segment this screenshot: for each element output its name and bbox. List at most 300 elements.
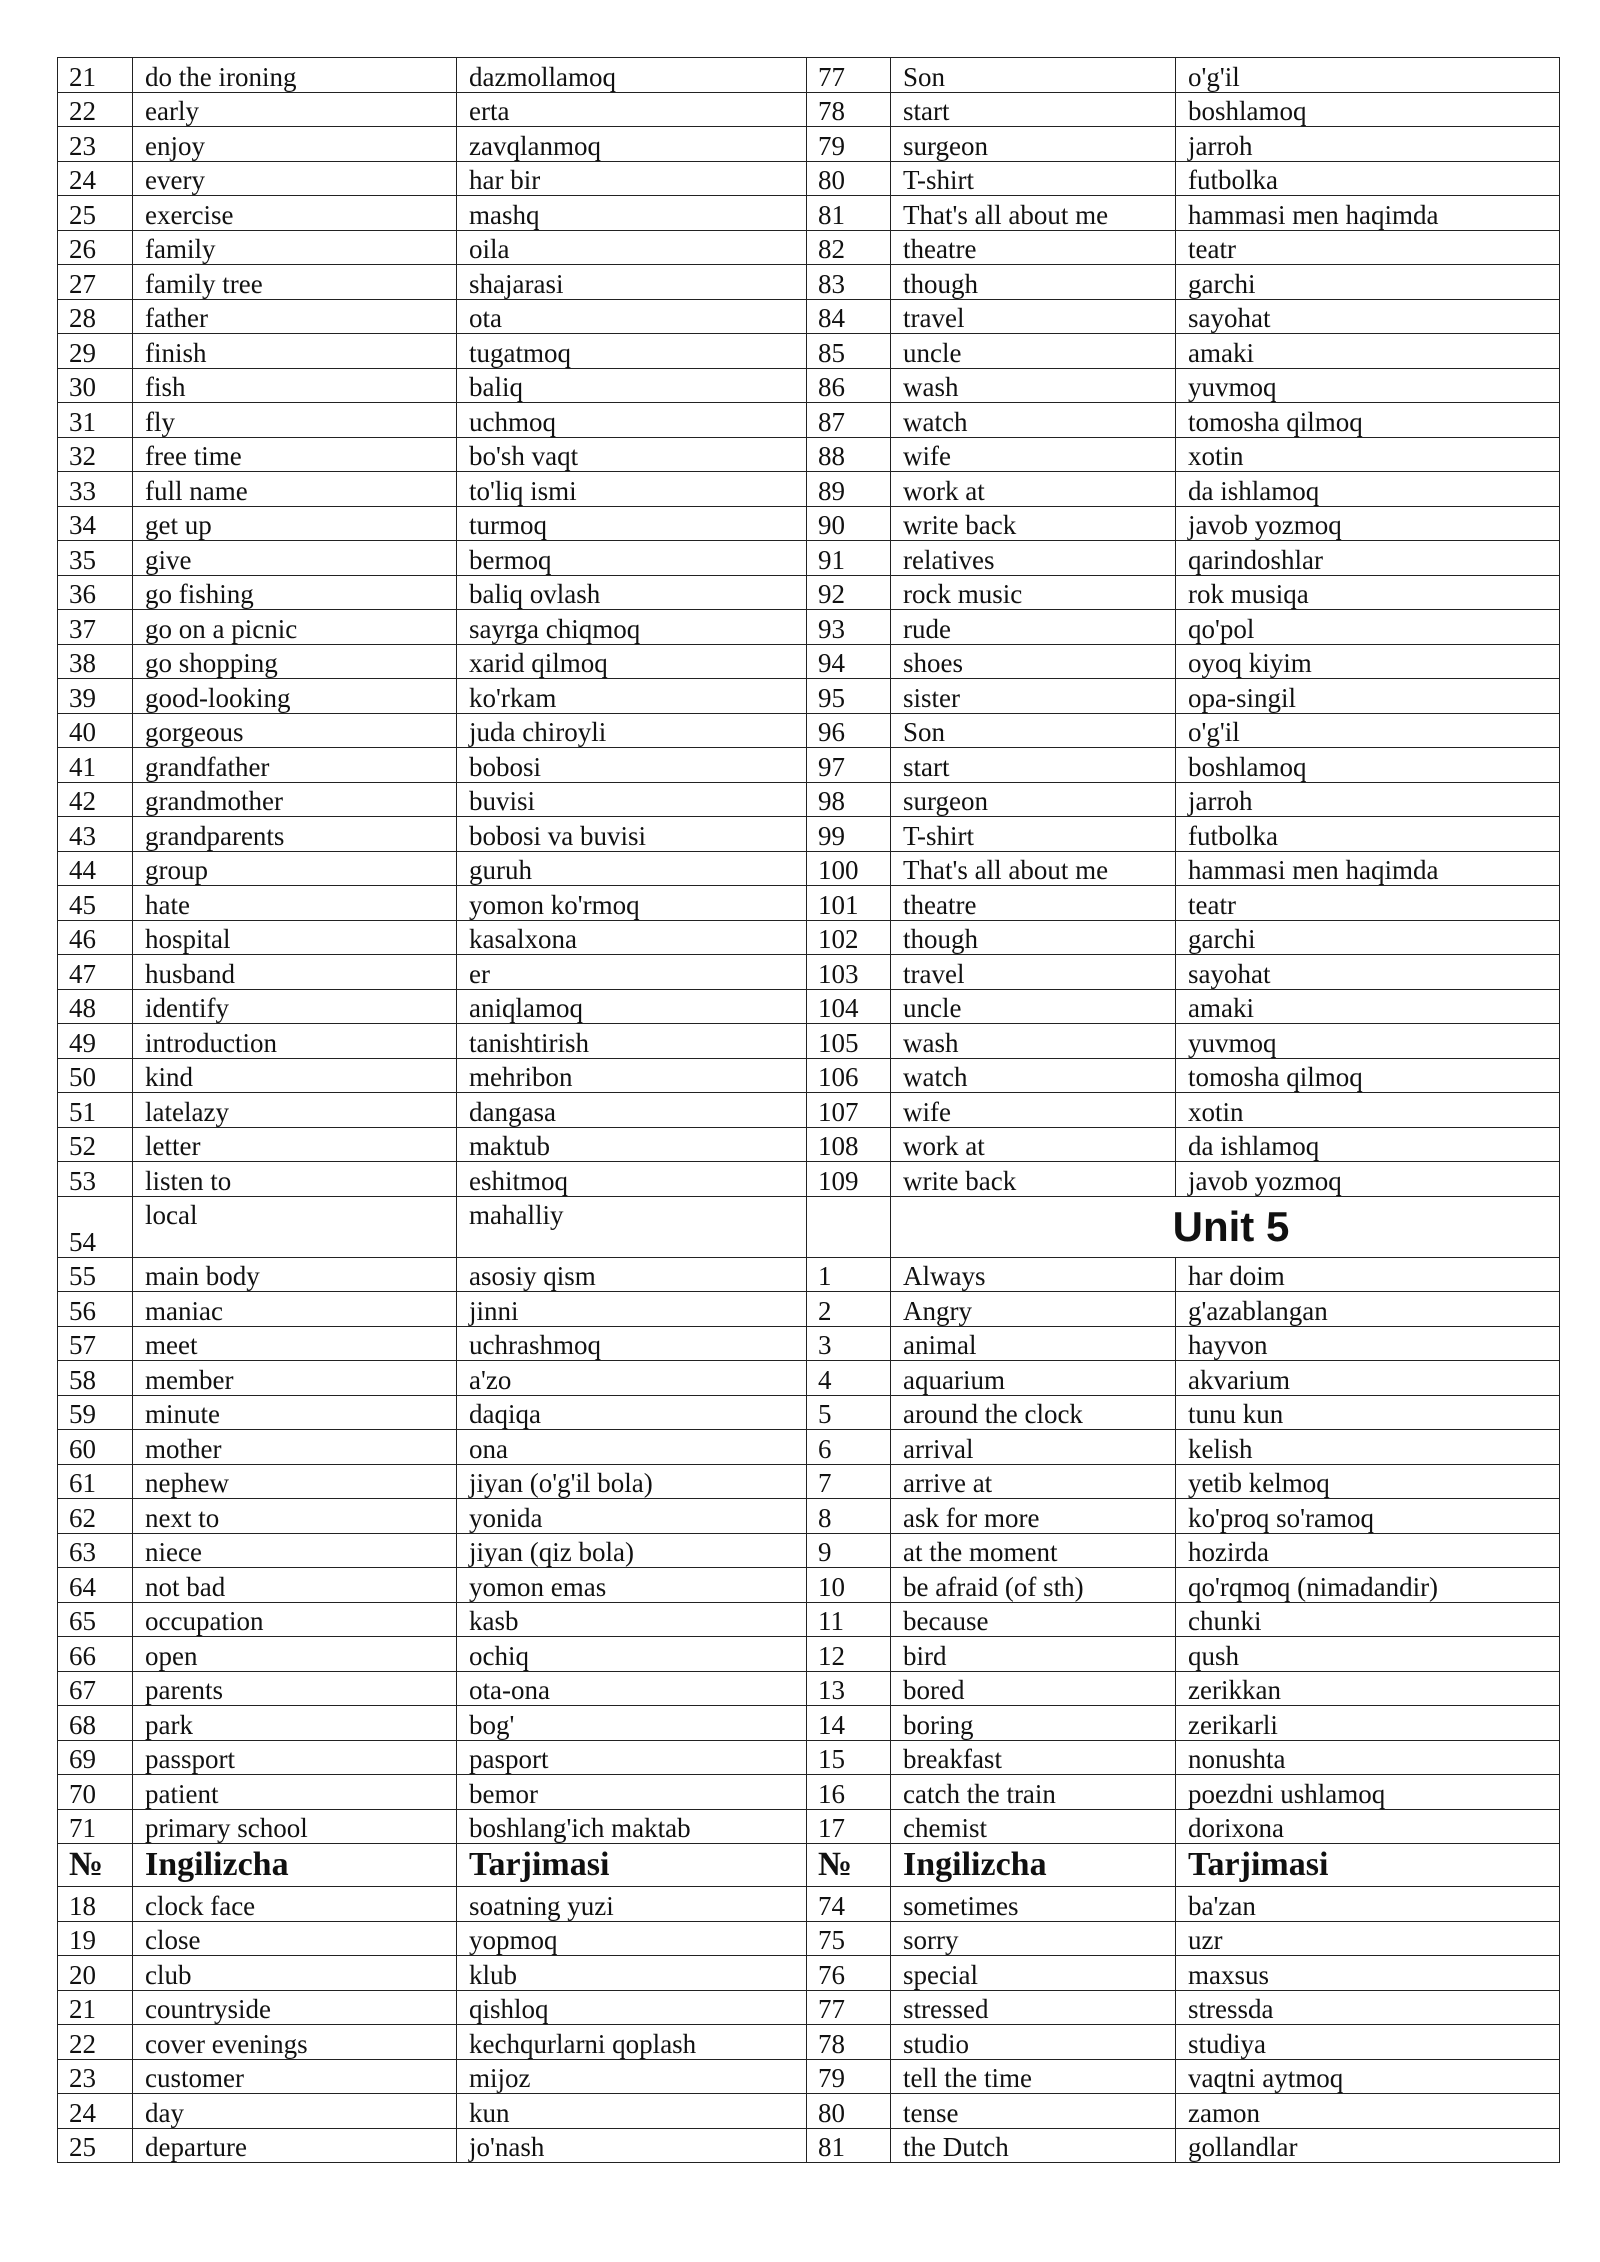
left-number-cell: 32 [58,437,133,472]
right-number-cell: 77 [807,1990,891,2025]
left-english-cell: hate [133,886,457,921]
table-row [58,1740,1560,1775]
right-translation-cell: garchi [1176,265,1560,300]
unit-heading-row [58,1196,1560,1257]
right-number-cell: 10 [807,1568,891,1603]
left-english-cell: fish [133,368,457,403]
left-english-cell: countryside [133,1990,457,2025]
right-english-cell: T-shirt [891,817,1176,852]
table-row [58,1464,1560,1499]
left-number-cell: 70 [58,1775,133,1810]
vocabulary-table-body [58,58,1560,2163]
right-number-cell: 106 [807,1058,891,1093]
left-english-cell: go on a picnic [133,610,457,645]
left-english-cell: grandmother [133,782,457,817]
table-row [58,955,1560,990]
left-number-cell: 19 [58,1921,133,1956]
left-number-cell: 23 [58,2059,133,2094]
right-english-cell: catch the train [891,1775,1176,1810]
right-english-cell: wife [891,437,1176,472]
right-translation-cell: stressda [1176,1990,1560,2025]
right-english-cell: the Dutch [891,2128,1176,2163]
right-number-cell: 102 [807,920,891,955]
right-english-cell: arrive at [891,1464,1176,1499]
left-number-cell: 33 [58,472,133,507]
left-translation-cell: bo'sh vaqt [457,437,807,472]
right-number-cell: 88 [807,437,891,472]
left-translation-cell: yomon ko'rmoq [457,886,807,921]
right-english-cell: though [891,920,1176,955]
left-english-cell: hospital [133,920,457,955]
left-number-cell: 43 [58,817,133,852]
right-translation-cell: kelish [1176,1430,1560,1465]
left-english-cell: main body [133,1257,457,1292]
right-translation-cell: yetib kelmoq [1176,1464,1560,1499]
table-row [58,541,1560,576]
right-number-cell: 11 [807,1602,891,1637]
left-english-cell: husband [133,955,457,990]
right-number-cell: 100 [807,851,891,886]
left-english-cell: open [133,1637,457,1672]
right-translation-cell: o'g'il [1176,58,1560,93]
right-translation-cell: poezdni ushlamoq [1176,1775,1560,1810]
left-translation-cell: guruh [457,851,807,886]
left-translation-cell: to'liq ismi [457,472,807,507]
left-number-cell: 71 [58,1809,133,1844]
right-translation-cell: o'g'il [1176,713,1560,748]
right-translation-cell: yuvmoq [1176,368,1560,403]
table-row [58,127,1560,162]
table-row [58,1775,1560,1810]
right-english-cell: theatre [891,230,1176,265]
left-translation-cell: xarid qilmoq [457,644,807,679]
right-translation-cell: jarroh [1176,127,1560,162]
table-row [58,782,1560,817]
right-translation-cell: ko'proq so'ramoq [1176,1499,1560,1534]
right-translation-cell: oyoq kiyim [1176,644,1560,679]
right-translation-cell: g'azablangan [1176,1292,1560,1327]
right-translation-cell: zerikarli [1176,1706,1560,1741]
left-number-cell: 35 [58,541,133,576]
left-number-cell: 44 [58,851,133,886]
right-number-cell: 94 [807,644,891,679]
table-row [58,161,1560,196]
left-number-cell: 39 [58,679,133,714]
left-number-cell: 25 [58,196,133,231]
right-translation-cell: javob yozmoq [1176,506,1560,541]
right-number-cell: 82 [807,230,891,265]
right-translation-cell: uzr [1176,1921,1560,1956]
right-english-cell: rock music [891,575,1176,610]
table-row [58,1292,1560,1327]
right-number-cell: 92 [807,575,891,610]
right-number-cell: 80 [807,2094,891,2129]
right-english-cell: Angry [891,1292,1176,1327]
right-number-cell: 97 [807,748,891,783]
left-number-cell: 61 [58,1464,133,1499]
left-number-cell: 45 [58,886,133,921]
table-row [58,1706,1560,1741]
left-english-cell: grandfather [133,748,457,783]
right-english-cell: bird [891,1637,1176,1672]
left-translation-cell: bobosi va buvisi [457,817,807,852]
right-number-cell: 13 [807,1671,891,1706]
left-english-cell: day [133,2094,457,2129]
left-number-cell: 62 [58,1499,133,1534]
table-row [58,886,1560,921]
left-number-cell: 60 [58,1430,133,1465]
right-english-cell: because [891,1602,1176,1637]
left-english-cell: go shopping [133,644,457,679]
right-number-cell: 2 [807,1292,891,1327]
left-english-cell: niece [133,1533,457,1568]
right-english-cell: start [891,748,1176,783]
right-translation-cell: rok musiqa [1176,575,1560,610]
left-english-cell: family tree [133,265,457,300]
left-number-cell: 37 [58,610,133,645]
left-english-cell: clock face [133,1887,457,1922]
right-number-cell: 79 [807,2059,891,2094]
table-row [58,1568,1560,1603]
right-translation-cell: teatr [1176,230,1560,265]
left-translation-cell: dazmollamoq [457,58,807,93]
left-translation-cell: mehribon [457,1058,807,1093]
right-english-cell: tense [891,2094,1176,2129]
right-english-cell: watch [891,1058,1176,1093]
left-english-cell: member [133,1361,457,1396]
table-row [58,644,1560,679]
right-translation-cell: boshlamoq [1176,92,1560,127]
right-english-cell: ask for more [891,1499,1176,1534]
table-row [58,334,1560,369]
left-number-cell: 50 [58,1058,133,1093]
right-english-cell: write back [891,1162,1176,1197]
left-number-cell: 40 [58,713,133,748]
table-row [58,1887,1560,1922]
left-number-cell: 51 [58,1093,133,1128]
right-translation-cell: nonushta [1176,1740,1560,1775]
right-english-cell: travel [891,299,1176,334]
right-translation-cell: xotin [1176,1093,1560,1128]
right-english-cell: sister [891,679,1176,714]
right-number-cell: 80 [807,161,891,196]
right-translation-cell: har doim [1176,1257,1560,1292]
left-number-cell: 54 [58,1196,133,1257]
left-english-cell: departure [133,2128,457,2163]
right-translation-cell: qo'rqmoq (nimadandir) [1176,1568,1560,1603]
right-number-cell: 4 [807,1361,891,1396]
right-translation-cell: akvarium [1176,1361,1560,1396]
right-number-cell: 98 [807,782,891,817]
left-english-cell: family [133,230,457,265]
left-translation-cell: har bir [457,161,807,196]
right-number-cell: 87 [807,403,891,438]
right-english-cell: work at [891,472,1176,507]
left-translation-cell: kechqurlarni qoplash [457,2025,807,2060]
left-translation-cell: shajarasi [457,265,807,300]
right-number-cell: 78 [807,2025,891,2060]
right-translation-cell: xotin [1176,437,1560,472]
left-english-cell: finish [133,334,457,369]
right-english-cell: wash [891,368,1176,403]
table-row [58,1257,1560,1292]
table-row [58,403,1560,438]
left-translation-cell: mijoz [457,2059,807,2094]
right-english-cell: uncle [891,334,1176,369]
right-translation-cell: sayohat [1176,299,1560,334]
left-translation-cell: pasport [457,1740,807,1775]
left-number-cell: 47 [58,955,133,990]
left-translation-cell: yopmoq [457,1921,807,1956]
left-translation-cell: soatning yuzi [457,1887,807,1922]
right-number-cell: 91 [807,541,891,576]
right-number-cell: 79 [807,127,891,162]
right-english-cell: travel [891,955,1176,990]
table-row [58,713,1560,748]
right-number-cell: 76 [807,1956,891,1991]
left-english-cell: grandparents [133,817,457,852]
right-translation-cell: hayvon [1176,1326,1560,1361]
left-translation-cell: uchrashmoq [457,1326,807,1361]
right-english-cell: special [891,1956,1176,1991]
right-translation-cell: vaqtni aytmoq [1176,2059,1560,2094]
left-translation-cell: yonida [457,1499,807,1534]
right-translation-cell: chunki [1176,1602,1560,1637]
left-english-cell: father [133,299,457,334]
right-english-cell: arrival [891,1430,1176,1465]
right-english-cell: bored [891,1671,1176,1706]
right-english-cell: That's all about me [891,851,1176,886]
right-translation-cell: Tarjimasi [1176,1844,1560,1887]
left-english-cell: Ingilizcha [133,1844,457,1887]
left-translation-cell: sayrga chiqmoq [457,610,807,645]
table-row [58,58,1560,93]
left-english-cell: enjoy [133,127,457,162]
right-number-cell: 81 [807,2128,891,2163]
left-translation-cell: klub [457,1956,807,1991]
left-number-cell: 42 [58,782,133,817]
table-row [58,1127,1560,1162]
right-translation-cell: teatr [1176,886,1560,921]
left-translation-cell: baliq [457,368,807,403]
table-row [58,610,1560,645]
right-english-cell: Ingilizcha [891,1844,1176,1887]
right-translation-cell: futbolka [1176,817,1560,852]
left-number-cell: 46 [58,920,133,955]
right-number-cell: 74 [807,1887,891,1922]
left-number-cell: 30 [58,368,133,403]
right-translation-cell: da ishlamoq [1176,472,1560,507]
right-english-cell: chemist [891,1809,1176,1844]
left-translation-cell: jiyan (qiz bola) [457,1533,807,1568]
right-number-cell: 83 [807,265,891,300]
left-english-cell: meet [133,1326,457,1361]
left-translation-cell: ko'rkam [457,679,807,714]
left-number-cell: 49 [58,1024,133,1059]
right-translation-cell: tomosha qilmoq [1176,1058,1560,1093]
left-number-cell: 27 [58,265,133,300]
right-english-cell: surgeon [891,127,1176,162]
right-english-cell: breakfast [891,1740,1176,1775]
left-translation-cell: maktub [457,1127,807,1162]
left-english-cell: customer [133,2059,457,2094]
left-number-cell: 31 [58,403,133,438]
left-number-cell: 59 [58,1395,133,1430]
right-number-cell: 84 [807,299,891,334]
left-english-cell: maniac [133,1292,457,1327]
right-number-cell: 75 [807,1921,891,1956]
right-english-cell: aquarium [891,1361,1176,1396]
right-number-cell: 9 [807,1533,891,1568]
table-row [58,1499,1560,1534]
right-english-cell: studio [891,2025,1176,2060]
left-number-cell: 41 [58,748,133,783]
right-translation-cell: yuvmoq [1176,1024,1560,1059]
left-number-cell: 25 [58,2128,133,2163]
left-translation-cell: ona [457,1430,807,1465]
left-english-cell: listen to [133,1162,457,1197]
right-number-cell: 105 [807,1024,891,1059]
right-translation-cell: zerikkan [1176,1671,1560,1706]
left-english-cell: kind [133,1058,457,1093]
right-number-cell: 89 [807,472,891,507]
left-translation-cell: aniqlamoq [457,989,807,1024]
left-translation-cell: zavqlanmoq [457,127,807,162]
left-number-cell: 18 [58,1887,133,1922]
right-number-cell [807,1196,891,1257]
left-number-cell: 64 [58,1568,133,1603]
table-row [58,1990,1560,2025]
right-english-cell: wife [891,1093,1176,1128]
right-english-cell: surgeon [891,782,1176,817]
left-translation-cell: mashq [457,196,807,231]
left-english-cell: primary school [133,1809,457,1844]
right-english-cell: watch [891,403,1176,438]
table-row [58,1671,1560,1706]
right-translation-cell: da ishlamoq [1176,1127,1560,1162]
left-translation-cell: er [457,955,807,990]
right-english-cell: start [891,92,1176,127]
right-english-cell: Son [891,713,1176,748]
left-translation-cell: uchmoq [457,403,807,438]
table-row [58,989,1560,1024]
left-english-cell: club [133,1956,457,1991]
left-english-cell: group [133,851,457,886]
left-translation-cell: kasb [457,1602,807,1637]
left-english-cell: full name [133,472,457,507]
right-english-cell: tell the time [891,2059,1176,2094]
left-translation-cell: buvisi [457,782,807,817]
table-row [58,1637,1560,1672]
right-number-cell: 104 [807,989,891,1024]
table-row [58,92,1560,127]
right-translation-cell: futbolka [1176,161,1560,196]
left-translation-cell: a'zo [457,1361,807,1396]
right-english-cell: sometimes [891,1887,1176,1922]
right-number-cell: № [807,1844,891,1887]
right-number-cell: 77 [807,58,891,93]
left-english-cell: next to [133,1499,457,1534]
right-number-cell: 86 [807,368,891,403]
table-row [58,1602,1560,1637]
right-english-cell: Always [891,1257,1176,1292]
right-number-cell: 7 [807,1464,891,1499]
right-english-cell: stressed [891,1990,1176,2025]
right-english-cell: though [891,265,1176,300]
left-english-cell: free time [133,437,457,472]
left-english-cell: every [133,161,457,196]
right-english-cell: relatives [891,541,1176,576]
left-translation-cell: jinni [457,1292,807,1327]
left-english-cell: give [133,541,457,576]
table-row [58,472,1560,507]
left-number-cell: 58 [58,1361,133,1396]
table-row [58,1430,1560,1465]
right-english-cell: wash [891,1024,1176,1059]
left-translation-cell: boshlang'ich maktab [457,1809,807,1844]
table-row [58,2094,1560,2129]
right-translation-cell: hammasi men haqimda [1176,851,1560,886]
left-number-cell: 69 [58,1740,133,1775]
right-translation-cell: tunu kun [1176,1395,1560,1430]
table-row [58,1162,1560,1197]
left-translation-cell: tugatmoq [457,334,807,369]
right-english-cell: theatre [891,886,1176,921]
left-translation-cell: erta [457,92,807,127]
left-english-cell: go fishing [133,575,457,610]
left-number-cell: 65 [58,1602,133,1637]
right-english-cell: boring [891,1706,1176,1741]
left-english-cell: occupation [133,1602,457,1637]
right-translation-cell: garchi [1176,920,1560,955]
left-translation-cell: bemor [457,1775,807,1810]
table-row [58,1956,1560,1991]
left-number-cell: 28 [58,299,133,334]
left-translation-cell: bermoq [457,541,807,576]
table-row [58,1395,1560,1430]
left-translation-cell: yomon emas [457,1568,807,1603]
table-row [58,2059,1560,2094]
left-translation-cell: ochiq [457,1637,807,1672]
left-number-cell: 38 [58,644,133,679]
right-english-cell: T-shirt [891,161,1176,196]
table-row [58,196,1560,231]
right-number-cell: 103 [807,955,891,990]
left-translation-cell: juda chiroyli [457,713,807,748]
left-english-cell: gorgeous [133,713,457,748]
table-row [58,920,1560,955]
right-english-cell: work at [891,1127,1176,1162]
table-row [58,1024,1560,1059]
left-translation-cell: mahalliy [457,1196,807,1257]
left-english-cell: fly [133,403,457,438]
left-translation-cell: ota-ona [457,1671,807,1706]
left-number-cell: 36 [58,575,133,610]
right-number-cell: 99 [807,817,891,852]
right-number-cell: 107 [807,1093,891,1128]
left-english-cell: mother [133,1430,457,1465]
left-english-cell: exercise [133,196,457,231]
left-translation-cell: kun [457,2094,807,2129]
right-translation-cell: qarindoshlar [1176,541,1560,576]
right-number-cell: 78 [807,92,891,127]
table-row [58,679,1560,714]
right-translation-cell: amaki [1176,989,1560,1024]
right-translation-cell: ba'zan [1176,1887,1560,1922]
right-number-cell: 5 [807,1395,891,1430]
unit-title: Unit 5 [891,1196,1560,1257]
right-number-cell: 90 [807,506,891,541]
